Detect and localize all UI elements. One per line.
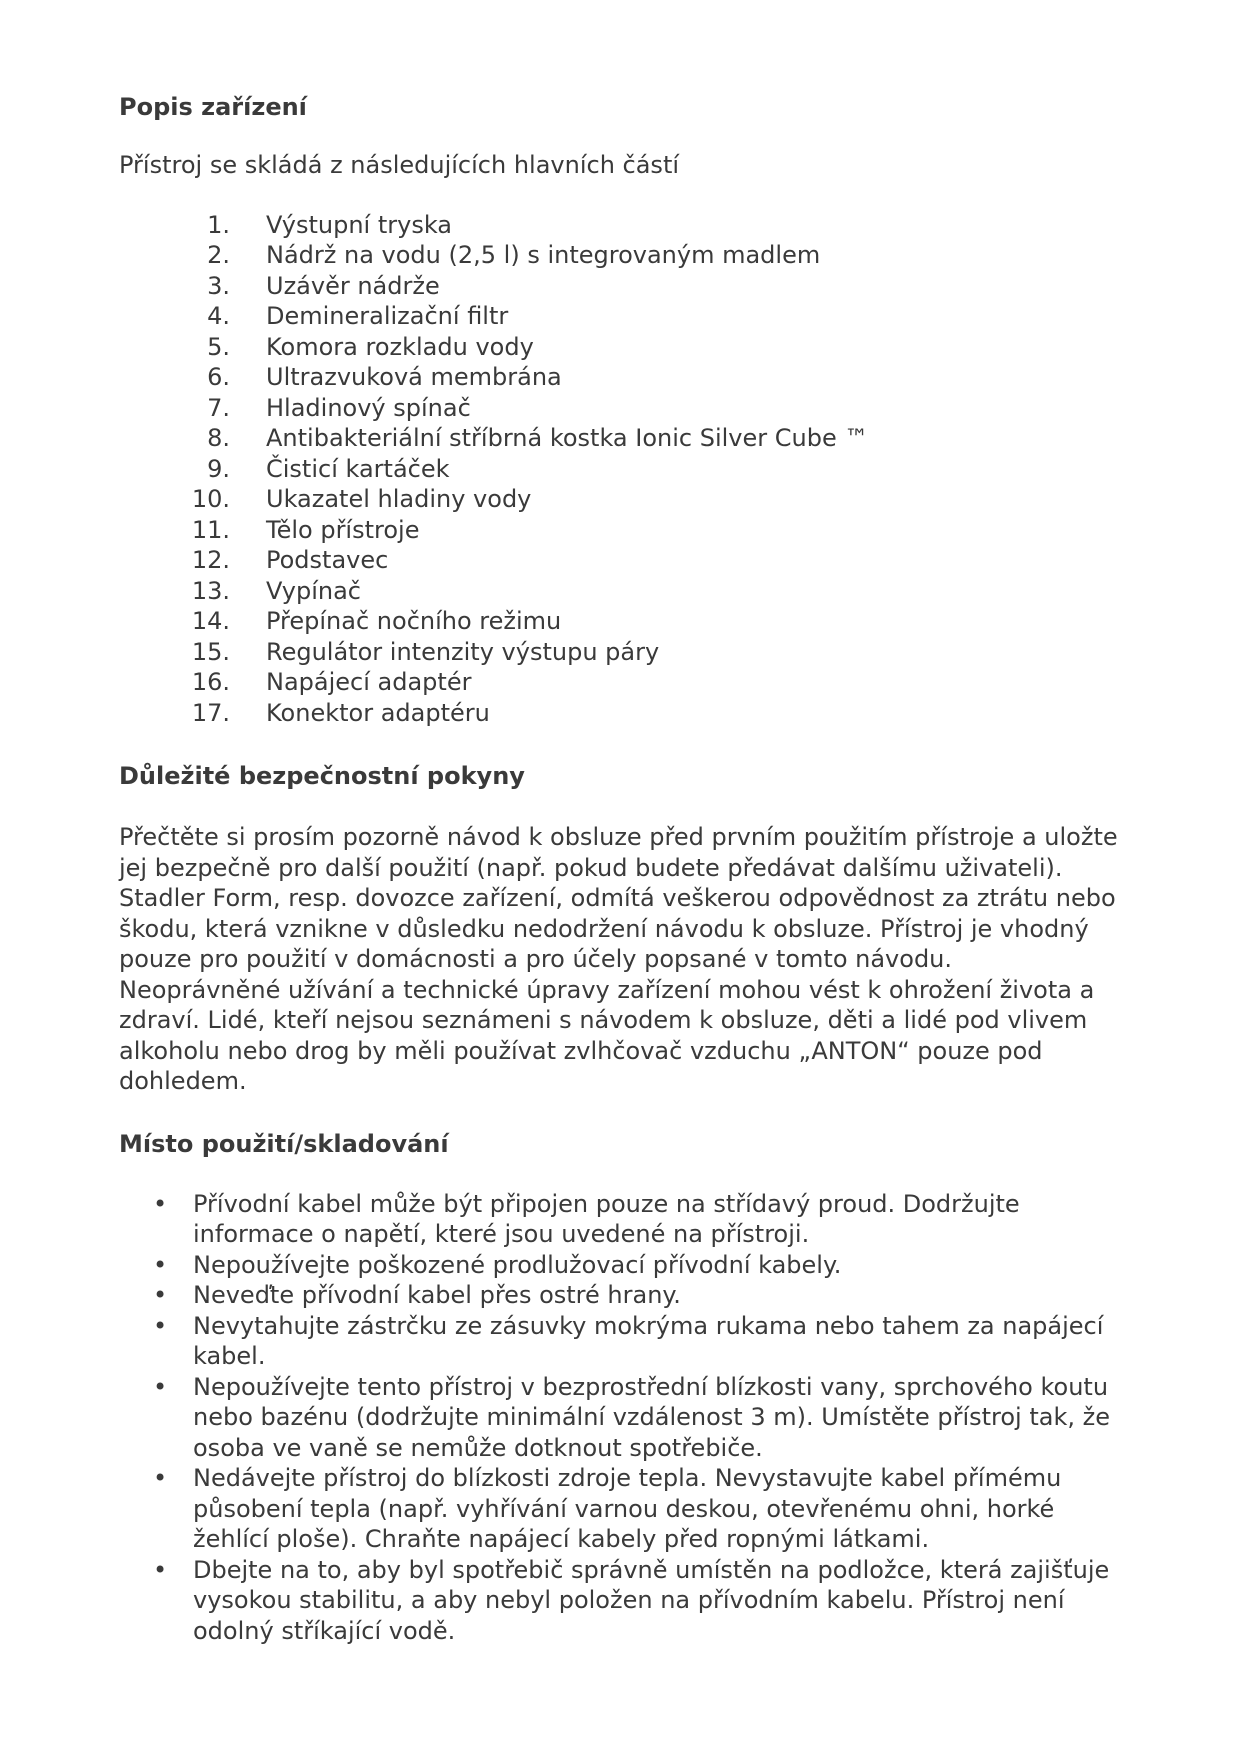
- list-item-text: Neveďte přívodní kabel přes ostré hrany.: [193, 1281, 681, 1309]
- list-item-text: Komora rozkladu vody: [266, 332, 534, 361]
- list-item: [119, 362, 1120, 393]
- list-item-number: 12.: [191, 546, 230, 574]
- list-item: [119, 515, 1120, 546]
- list-item-text: Nepoužívejte tento přístroj v bezprostřední blízkosti vany, sprchového koutu nebo bazénu (dodržujte minimální vzdálenost 3 m). Umístěte přístroj tak, že osoba ve vaně se nemůže dotknout spotřebiče.: [193, 1372, 1110, 1462]
- list-item: [119, 210, 1120, 241]
- list-item: [119, 1555, 1120, 1647]
- list-item-number: 14.: [191, 607, 230, 635]
- list-item-number: 8.: [207, 424, 230, 452]
- list-item: [119, 1189, 1120, 1250]
- list-item-text: Regulátor intenzity výstupu páry: [266, 637, 660, 666]
- list-item-text: Konektor adaptéru: [266, 698, 490, 727]
- bullet-icon: •: [153, 1372, 168, 1401]
- list-item: [119, 637, 1120, 668]
- list-item-text: Ultrazvuková membrána: [266, 363, 562, 391]
- list-item: [119, 576, 1120, 607]
- list-item-number: 13.: [191, 576, 230, 605]
- section-heading-place-of-use: Místo použití/skladování: [119, 1129, 449, 1158]
- list-item-text: Demineralizační filtr: [266, 302, 509, 330]
- list-item: [119, 1463, 1120, 1555]
- list-item-number: 6.: [207, 363, 230, 391]
- list-item-text: Čisticí kartáček: [266, 454, 450, 483]
- list-item: [119, 271, 1120, 302]
- list-item-number: 16.: [191, 668, 230, 696]
- list-item: [119, 545, 1120, 576]
- list-item-number: 17.: [191, 698, 230, 727]
- list-item: [119, 1250, 1120, 1281]
- bullet-icon: •: [153, 1464, 168, 1492]
- device-parts-list: [119, 210, 1120, 729]
- section-heading-safety-instructions: Důležité bezpečnostní pokyny: [119, 762, 525, 790]
- list-item: [119, 393, 1120, 424]
- list-item-number: 15.: [191, 637, 230, 666]
- list-item-number: 4.: [207, 302, 230, 330]
- list-item-text: Nádrž na vodu (2,5 l) s integrovaným madlem: [266, 241, 821, 269]
- list-item-text: Nepoužívejte poškozené prodlužovací přívodní kabely.: [193, 1250, 842, 1279]
- list-item-number: 7.: [207, 393, 230, 422]
- list-item-text: Nevytahujte zástrčku ze zásuvky mokrýma rukama nebo tahem za napájecí kabel.: [193, 1311, 1104, 1370]
- list-item: [119, 240, 1120, 271]
- list-item-text: Nedávejte přístroj do blízkosti zdroje tepla. Nevystavujte kabel přímému působení tepla (např. vyhřívání varnou deskou, otevřenému ohni, horké žehlící ploše). Chraňte napájecí kabely před ropnými látkami.: [193, 1464, 1062, 1553]
- list-item-text: Výstupní tryska: [266, 210, 453, 239]
- device-parts-intro: Přístroj se skládá z následujících hlavních částí: [119, 151, 680, 179]
- list-item-text: Tělo přístroje: [266, 515, 420, 544]
- list-item-number: 5.: [207, 332, 230, 361]
- list-item-number: 11.: [191, 515, 230, 544]
- list-item: [119, 698, 1120, 729]
- bullet-icon: •: [153, 1189, 168, 1218]
- list-item-text: Vypínač: [266, 576, 361, 605]
- list-item-text: Antibakteriální stříbrná kostka Ionic Silver Cube ™: [266, 424, 869, 452]
- list-item-number: 2.: [207, 241, 230, 269]
- list-item: [119, 1311, 1120, 1372]
- bullet-icon: •: [153, 1250, 168, 1279]
- list-item-text: Přívodní kabel může být připojen pouze na střídavý proud. Dodržujte informace o napětí, které jsou uvedené na přístroji.: [193, 1189, 1020, 1248]
- list-item: [119, 1372, 1120, 1464]
- list-item: [119, 667, 1120, 698]
- bullet-icon: •: [153, 1311, 168, 1340]
- list-item-text: Přepínač nočního režimu: [266, 607, 562, 635]
- section-heading-device-description: Popis zařízení: [119, 93, 307, 121]
- list-item-number: 10.: [191, 485, 230, 513]
- list-item: [119, 484, 1120, 515]
- bullet-icon: •: [153, 1281, 168, 1309]
- list-item-text: Podstavec: [266, 546, 389, 574]
- list-item-text: Uzávěr nádrže: [266, 271, 440, 300]
- list-item: [119, 1280, 1120, 1311]
- place-of-use-list: [119, 1189, 1120, 1647]
- list-item: [119, 606, 1120, 637]
- list-item: [119, 454, 1120, 485]
- list-item-number: 3.: [207, 271, 230, 300]
- list-item: [119, 301, 1120, 332]
- bullet-icon: •: [153, 1555, 168, 1584]
- list-item-text: Hladinový spínač: [266, 393, 471, 422]
- list-item-text: Napájecí adaptér: [266, 668, 472, 696]
- list-item: [119, 423, 1120, 454]
- list-item: [119, 332, 1120, 363]
- list-item-number: 1.: [207, 210, 230, 239]
- list-item-text: Ukazatel hladiny vody: [266, 485, 532, 513]
- safety-instructions-text: Přečtěte si prosím pozorně návod k obsluze před prvním použitím přístroje a uložte jej bezpečně pro další použití (např. pokud budete předávat dalšímu uživateli). Stadler Form, resp. dovozce zařízení, odmítá veškerou odpovědnost za ztrátu nebo škodu, která vznikne v důsledku nedodržení návodu k obsluze. Přístroj je vhodný pouze pro použití v domácnosti a pro účely popsané v tomto návodu. Neoprávněné užívání a technické úpravy zařízení mohou vést k ohrožení života a zdraví. Lidé, kteří nejsou seznámeni s návodem k obsluze, děti a lidé pod vlivem alkoholu nebo drog by měli používat zvlhčovač vzduchu „ANTON“ pouze pod dohledem.: [119, 823, 1118, 1095]
- list-item-number: 9.: [207, 454, 230, 483]
- list-item-text: Dbejte na to, aby byl spotřebič správně umístěn na podložce, která zajišťuje vysokou stabilitu, a aby nebyl položen na přívodním kabelu. Přístroj není odolný stříkající vodě.: [193, 1555, 1110, 1645]
